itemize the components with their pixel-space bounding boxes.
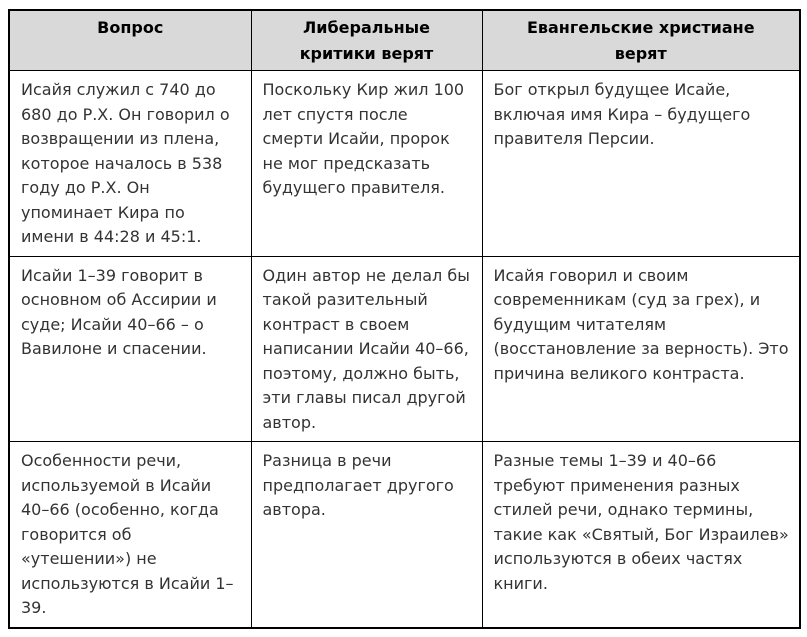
cell-question: Особенности речи, используемой в Исайи 40–66 (особенно, когда говорится об «утешении») не используются в Исайи 1–39. [9,442,251,628]
cell-liberal-view: Разница в речи предполагает другого автора. [251,442,482,628]
cell-evangelical-view: Бог открыл будущее Исайе, включая имя Кира – будущего правителя Персии. [482,71,800,257]
column-header-question-label: Вопрос [97,18,164,37]
table-header-row [9,10,800,71]
table-row [9,71,800,257]
column-header-evangelical-line2: верят [614,44,667,63]
cell-evangelical-view: Разные темы 1–39 и 40–66 требуют применения разных стилей речи, однако термины, такие как «Святый, Бог Израилев» используются в обеих частях книги. [482,442,800,628]
column-header-question [9,10,251,71]
table-row [9,442,800,628]
cell-evangelical-view: Исайя говорил и своим современникам (суд за грех), и будущим читателям (восстановление за верность). Это причина великого контраста. [482,256,800,442]
column-header-liberal-line1: Либеральные [303,18,430,37]
cell-question: Исайи 1–39 говорит в основном об Ассирии и суде; Исайи 40–66 – о Вавилоне и спасении. [9,256,251,442]
table-row [9,256,800,442]
column-header-evangelical-christians [482,10,800,71]
column-header-evangelical-line1: Евангельские христиане [526,18,755,37]
cell-liberal-view: Один автор не делал бы такой разительный контраст в своем написании Исайи 40–66, поэтому, должно быть, эти главы писал другой автор. [251,256,482,442]
cell-question: Исайя служил с 740 до 680 до Р.Х. Он говорил о возвращении из плена, которое началось в 538 году до Р.Х. Он упоминает Кира по имени в 44:28 и 45:1. [9,71,251,257]
table-body [9,71,800,628]
column-header-liberal-critics [251,10,482,71]
cell-liberal-view: Поскольку Кир жил 100 лет спустя после смерти Исайи, пророк не мог предсказать будущего правителя. [251,71,482,257]
column-header-liberal-line2: критики верят [299,44,434,63]
comparison-table [8,9,801,629]
